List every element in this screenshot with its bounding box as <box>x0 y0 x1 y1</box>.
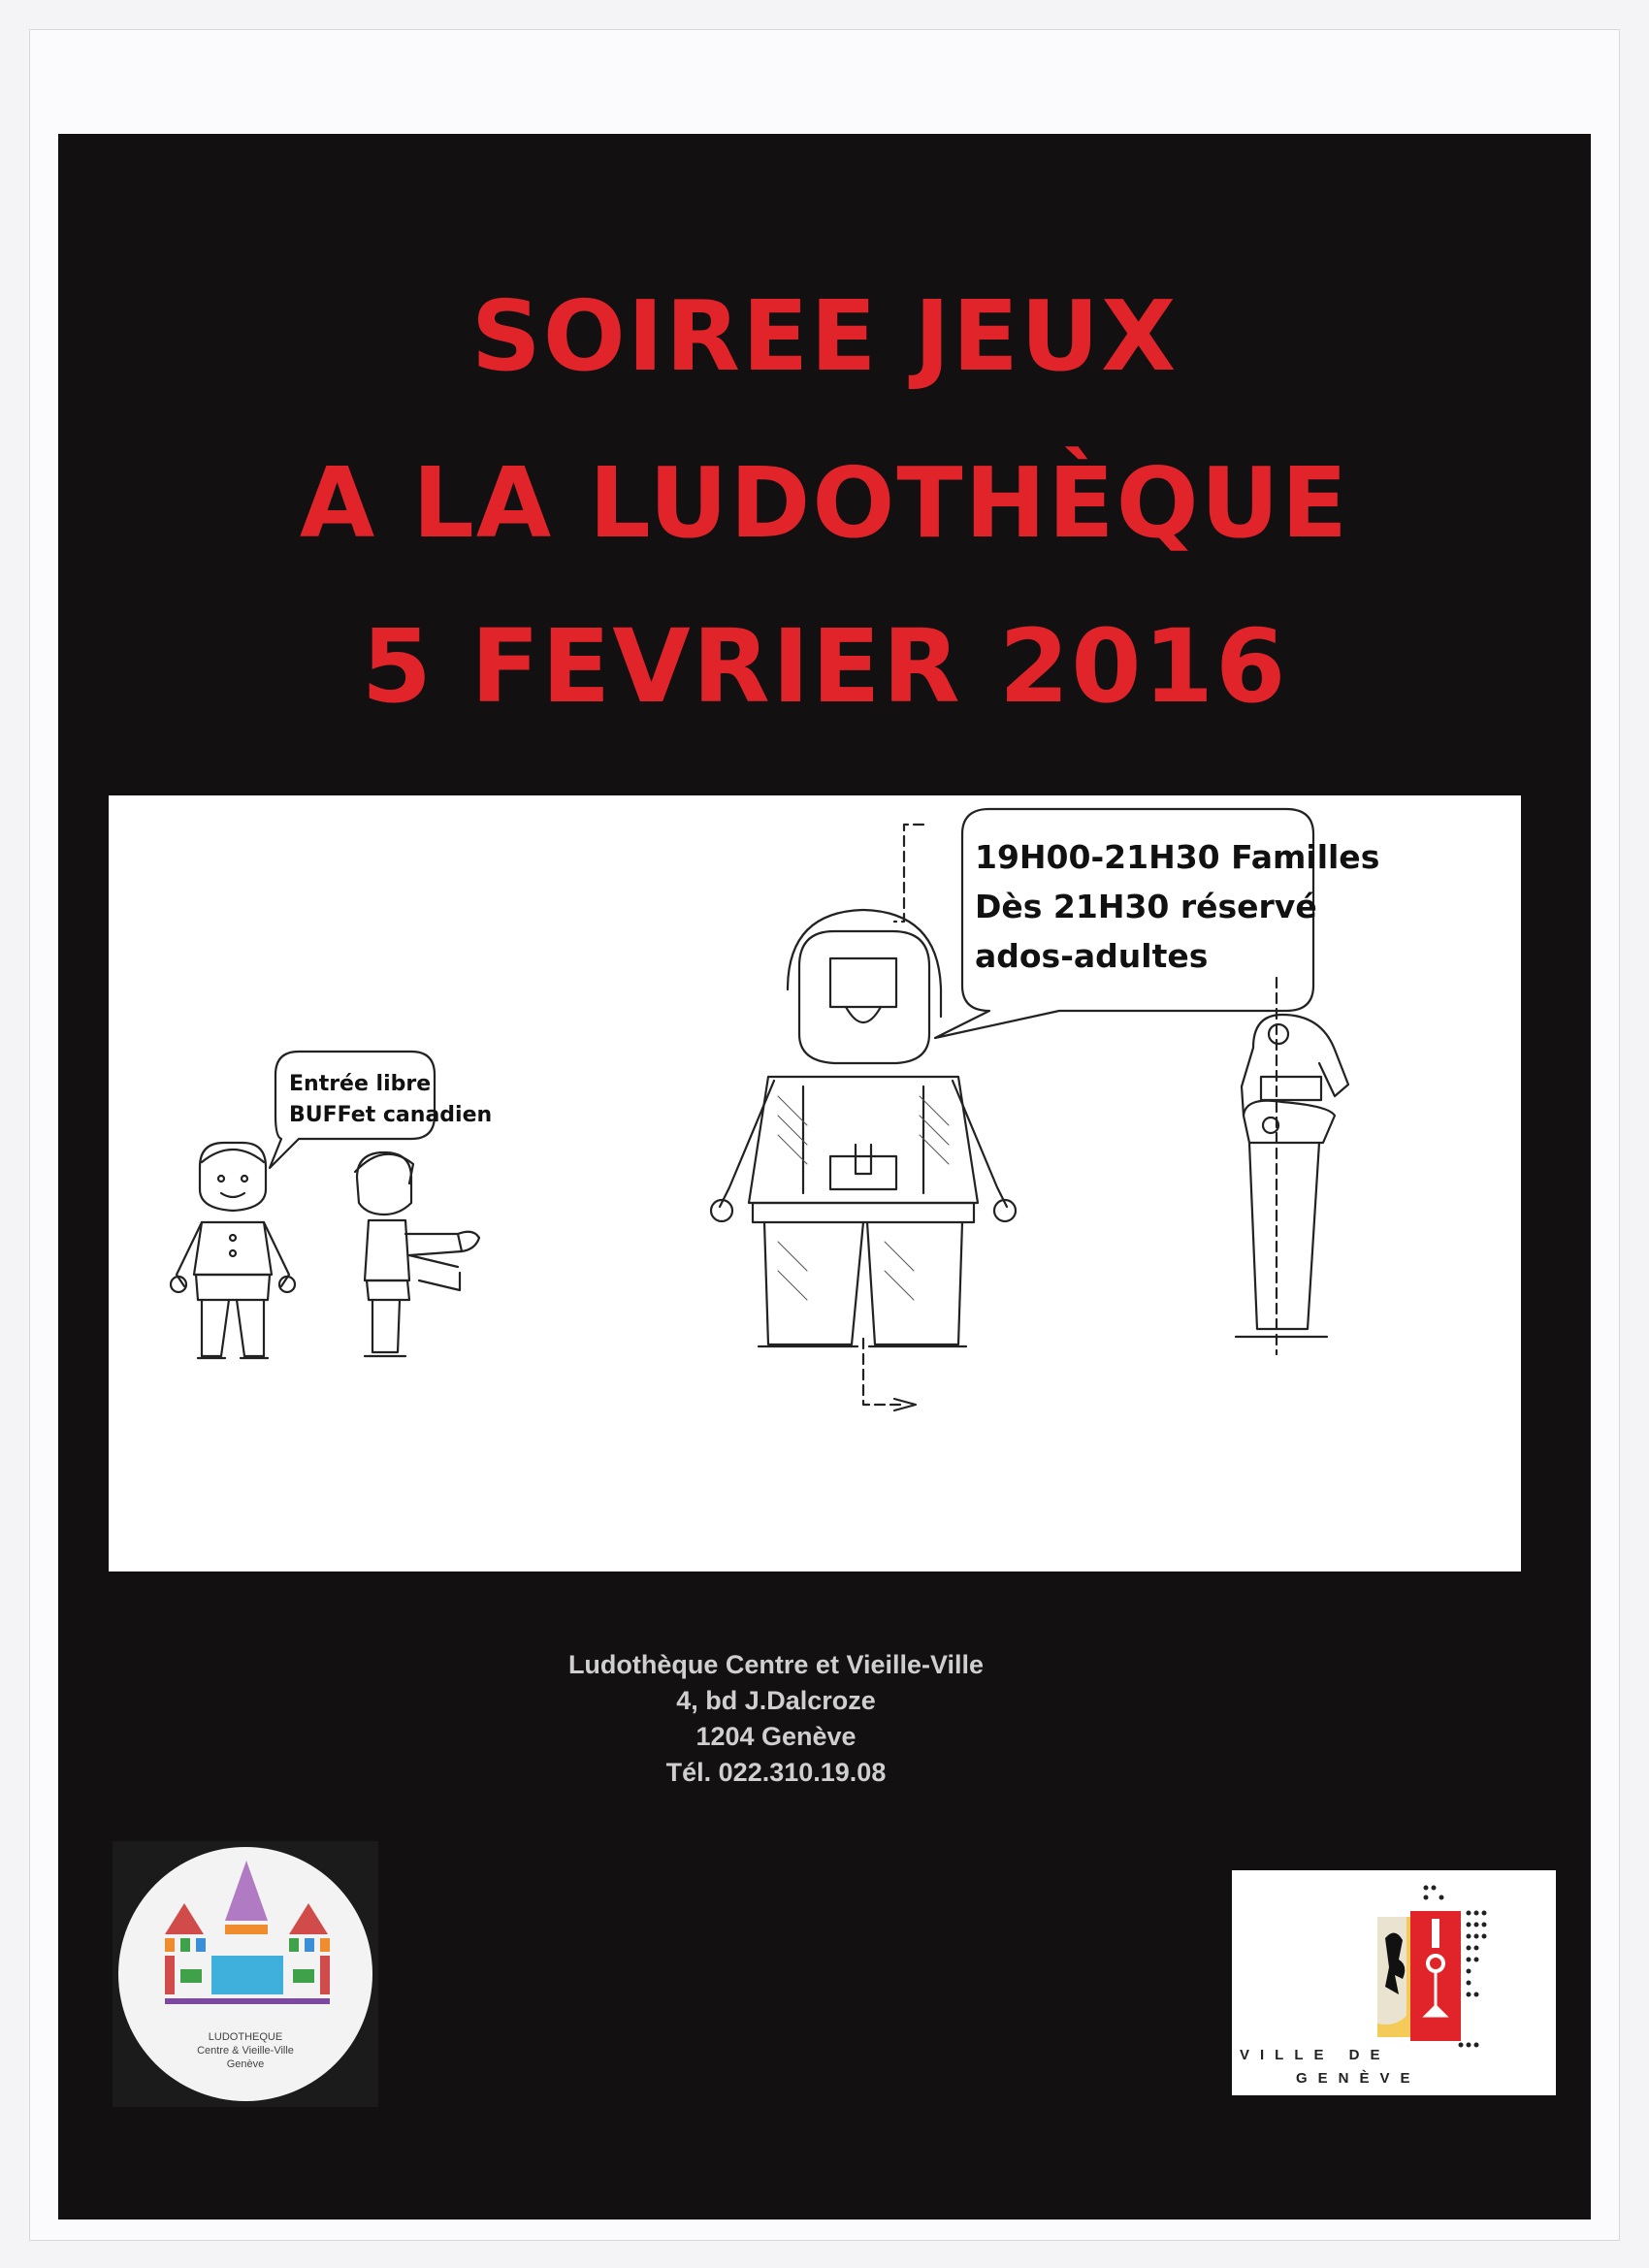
playmobil-illustration <box>109 795 1521 1571</box>
figure-technical-center <box>711 825 1016 1410</box>
bubble-large-line-1: 19H00-21H30 Familles <box>975 838 1380 876</box>
bubble-large-text <box>975 832 1379 981</box>
poster <box>58 134 1591 2219</box>
bubble-small-line-1: Entrée libre <box>289 1072 432 1096</box>
ville-de-geneve-logo <box>1232 1870 1556 2095</box>
title-line-1: SOIREE JEUX <box>470 279 1179 393</box>
figure-side-small <box>355 1152 479 1356</box>
title-line-2: A LA LUDOTHÈQUE <box>299 446 1350 560</box>
address-name: Ludothèque Centre et Vieille-Ville <box>567 1650 985 1679</box>
bubble-large-line-2: Dès 21H30 réservé <box>975 888 1317 925</box>
bubble-large-line-3: ados-adultes <box>975 937 1209 975</box>
ludotheque-logo-circle <box>118 1847 372 2101</box>
ludotheque-logo-line-3: Genève <box>226 2058 265 2070</box>
address-block <box>58 1647 1591 1791</box>
ludotheque-logo <box>113 1841 378 2107</box>
address-phone: Tél. 022.310.19.08 <box>665 1758 887 1787</box>
bubble-small-text <box>289 1069 492 1131</box>
address-city: 1204 Genève <box>695 1722 857 1751</box>
figure-front-small <box>171 1143 295 1358</box>
bubble-small-line-2: BUFFet canadien <box>289 1103 493 1127</box>
figure-technical-right <box>1236 978 1348 1354</box>
address-street: 4, bd J.Dalcroze <box>676 1686 876 1715</box>
title-date: 5 FEVRIER 2016 <box>361 607 1288 726</box>
ludotheque-logo-line-1: LUDOTHEQUE <box>208 2031 283 2043</box>
geneve-text: GENÈVE <box>1296 2070 1421 2087</box>
ludotheque-logo-line-2: Centre & Vieille-Ville <box>197 2045 294 2057</box>
ville-de-text: VILLE DE <box>1240 2047 1391 2063</box>
